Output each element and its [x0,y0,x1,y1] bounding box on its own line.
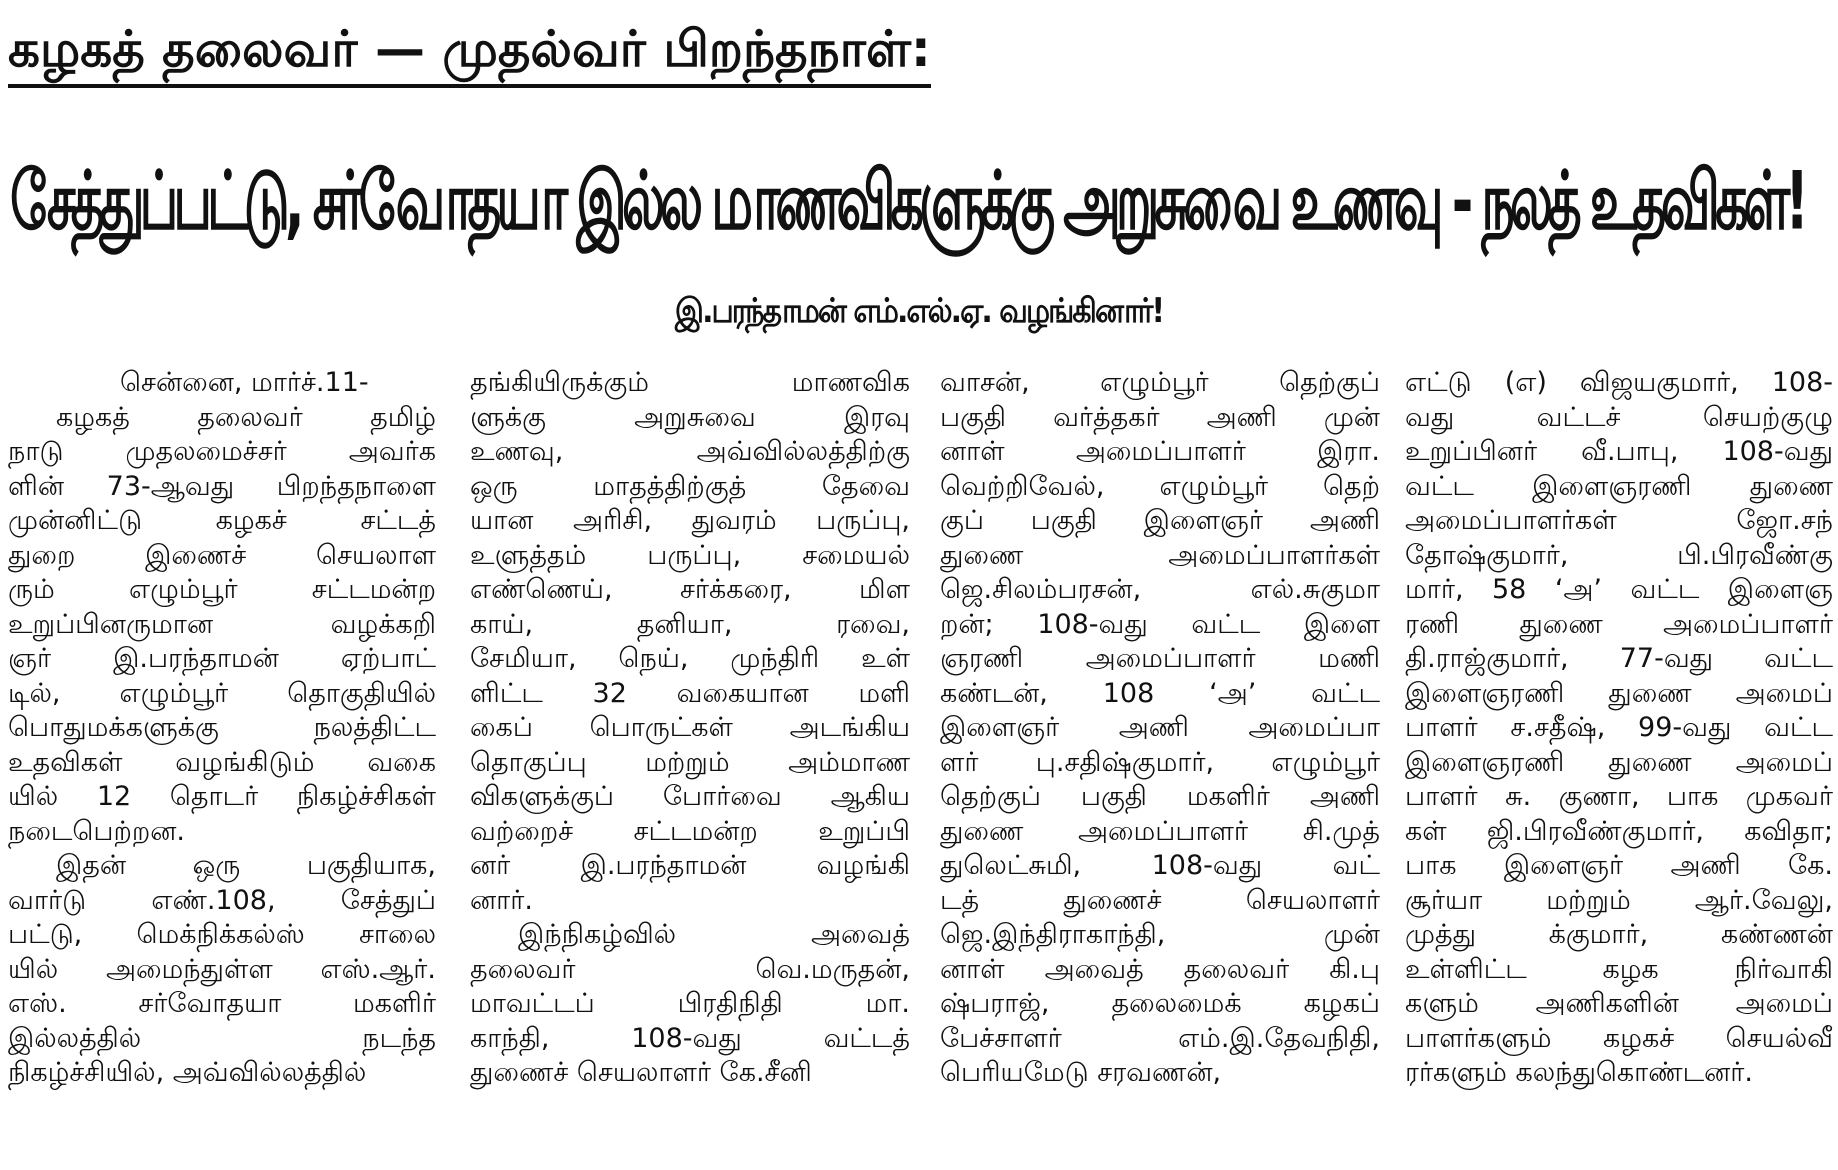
text-line: மார், 58 ‘அ’ வட்ட இளைஞ [1405,574,1833,605]
text-line: காய், தனியா, ரவை, [470,608,910,640]
text-line: யில் அமைந்துள்ள எஸ்.ஆர். [8,953,436,985]
text-line: தெற்குப் பகுதி மகளிர் அணி [940,781,1380,812]
text-line: பொதுமக்களுக்கு நலத்திட்ட [8,712,436,743]
text-line: கழகத் தலைவர் தமிழ் [56,401,436,433]
text-line: களும் அணிகளின் அமைப் [1405,988,1833,1019]
text-line: சேமியா, நெய், முந்திரி உள் [470,643,910,674]
text-line: துலெட்சுமி, 108-வது வட் [940,850,1380,881]
text-line: நிகழ்ச்சியில், அவ்வில்லத்தில் [8,1057,367,1088]
text-column-3 [940,366,1380,1170]
text-line: பாக இளைஞர் அணி கே. [1405,850,1833,881]
text-line: நாடு முதலமைச்சர் அவர்க [8,436,436,467]
text-column-4 [1405,366,1833,1170]
text-line: ஷ்பராஜ், தலைமைக் கழகப் [940,988,1380,1019]
text-line: துணை அமைப்பாளர்கள் [940,539,1380,571]
text-line: பாளர்களும் கழகச் செயல்வீ [1405,1022,1833,1054]
text-line: டில், எழும்பூர் தொகுதியில் [8,677,436,709]
text-line: வார்டு எண்.108, சேத்துப் [8,884,436,916]
text-line: னாள் அவைத் தலைவர் கி.பு [940,953,1380,985]
text-line: தொகுப்பு மற்றும் அம்மாண [470,746,910,778]
text-line: துறை இணைச் செயலாள [8,539,436,571]
text-line: பட்டு, மெக்நிக்கல்ஸ் சாலை [8,919,436,950]
text-line: ஞரணி அமைப்பாளர் மணி [940,643,1380,674]
article-body [0,366,1838,1170]
text-line: னாள் அமைப்பாளர் இரா. [940,436,1380,467]
text-column-1 [8,366,436,1170]
text-line: பகுதி வர்த்தகர் அணி முன் [940,401,1380,433]
article-headline: சேத்துப்பட்டு, சர்வோதயா இல்ல மாணவிகளுக்கு அறுசுவை உணவு - நலத் உதவிகள்! [10,155,1804,249]
text-line: உறுப்பினருமான வழக்கறி [8,608,436,640]
text-line: இளைஞர் அணி அமைப்பா [940,712,1380,743]
text-line: இளைஞரணி துணை அமைப் [1405,746,1833,778]
text-line: வது வட்டச் செயற்குழு [1405,401,1833,433]
text-line: னார். [470,884,533,916]
text-line: ளுக்கு அறுசுவை இரவு [470,401,910,433]
text-line: விகளுக்குப் போர்வை ஆகிய [470,781,910,812]
text-line: இந்நிகழ்வில் அவைத் [518,919,910,950]
text-line: இளைஞரணி துணை அமைப் [1405,677,1833,709]
text-line: குப் பகுதி இளைஞர் அணி [940,505,1380,536]
text-line: ளின் 73-ஆவது பிறந்தநாளை [8,470,436,502]
text-line: அமைப்பாளர்கள் ஜோ.சந் [1405,505,1833,536]
text-line: பாளர் ச.சதீஷ், 99-வது வட்ட [1405,712,1833,743]
text-line: பாளர் சு. குணா, பாக முகவர் [1405,781,1833,812]
text-line: முன்னிட்டு கழகச் சட்டத் [8,505,436,536]
text-line: ஜெ.சிலம்பரசன், எல்.சுகுமா [940,574,1380,605]
text-line: கள் ஜி.பிரவீண்குமார், கவிதா; [1405,815,1833,847]
text-line: மாவட்டப் பிரதிநிதி மா. [470,988,910,1019]
text-line: உறுப்பினர் வீ.பாபு, 108-வது [1405,436,1833,467]
text-line: வட்ட இளைஞரணி துணை [1405,470,1833,502]
text-line: யில் 12 தொடர் நிகழ்ச்சிகள் [8,781,436,812]
text-line: டத் துணைச் செயலாளர் [940,884,1380,916]
text-line: கைப் பொருட்கள் அடங்கிய [470,712,910,743]
text-line: வற்றைச் சட்டமன்ற உறுப்பி [470,815,910,847]
text-line: இதன் ஒரு பகுதியாக, [56,850,436,881]
text-line: தலைவர் வெ.மருதன், [470,953,910,985]
text-line: ளர் பு.சதிஷ்குமார், எழும்பூர் [940,746,1380,778]
text-line: ஞர் இ.பரந்தாமன் ஏற்பாட் [8,643,436,674]
text-line: பெரியமேடு சரவணன், [940,1057,1222,1088]
text-line: தி.ராஜ்குமார், 77-வது வட்ட [1405,643,1833,674]
text-line: ஒரு மாதத்திற்குத் தேவை [470,470,910,502]
text-line: காந்தி, 108-வது வட்டத் [470,1022,910,1054]
text-line: வாசன், எழும்பூர் தெற்குப் [940,367,1380,398]
text-line: துணை அமைப்பாளர் சி.முத் [940,815,1380,847]
text-line: ரும் எழும்பூர் சட்டமன்ற [8,574,436,605]
text-line: தங்கியிருக்கும் மாணவிக [470,367,910,398]
text-line: உளுத்தம் பருப்பு, சமையல் [470,539,910,571]
text-line: கண்டன், 108 ‘அ’ வட்ட [940,677,1380,709]
text-line: உதவிகள் வழங்கிடும் வகை [8,746,436,778]
text-line: சென்னை, மார்ச்.11- [120,367,369,398]
text-line: னர் இ.பரந்தாமன் வழங்கி [470,850,910,881]
text-line: ரணி துணை அமைப்பாளர் [1405,608,1833,640]
text-line: உணவு, அவ்வில்லத்திற்கு [470,436,910,467]
text-column-2 [470,366,910,1170]
text-line: ளிட்ட 32 வகையான மளி [470,677,910,709]
text-line: பேச்சாளர் எம்.இ.தேவநிதி, [940,1022,1380,1054]
text-line: நடைபெற்றன. [8,815,185,847]
text-line: ஜெ.இந்திராகாந்தி, முன் [940,919,1380,950]
text-line: யான அரிசி, துவரம் பருப்பு, [470,505,910,536]
article-kicker: கழகத் தலைவர் — முதல்வர் பிறந்தநாள்: [8,18,931,88]
text-line: தோஷ்குமார், பி.பிரவீண்கு [1405,539,1833,571]
text-line: இல்லத்தில் நடந்த [8,1022,436,1054]
text-line: முத்து க்குமார், கண்ணன் [1405,919,1833,950]
text-line: சூர்யா மற்றும் ஆர்.வேலு, [1405,884,1833,916]
text-line: ரர்களும் கலந்துகொண்டனர். [1405,1057,1753,1088]
text-line: எஸ். சர்வோதயா மகளிர் [8,988,436,1019]
text-line: எண்ணெய், சர்க்கரை, மிள [470,574,910,605]
text-line: றன்; 108-வது வட்ட இளை [940,608,1380,640]
text-line: வெற்றிவேல், எழும்பூர் தெற் [940,470,1380,502]
text-line: எட்டு (எ) விஜயகுமார், 108- [1405,367,1833,398]
text-line: துணைச் செயலாளர் கே.சீனி [470,1057,812,1088]
text-line: உள்ளிட்ட கழக நிர்வாகி [1405,953,1833,985]
article-subheadline: இ.பரந்தாமன் எம்.எல்.ஏ. வழங்கினார்! [674,291,1164,331]
